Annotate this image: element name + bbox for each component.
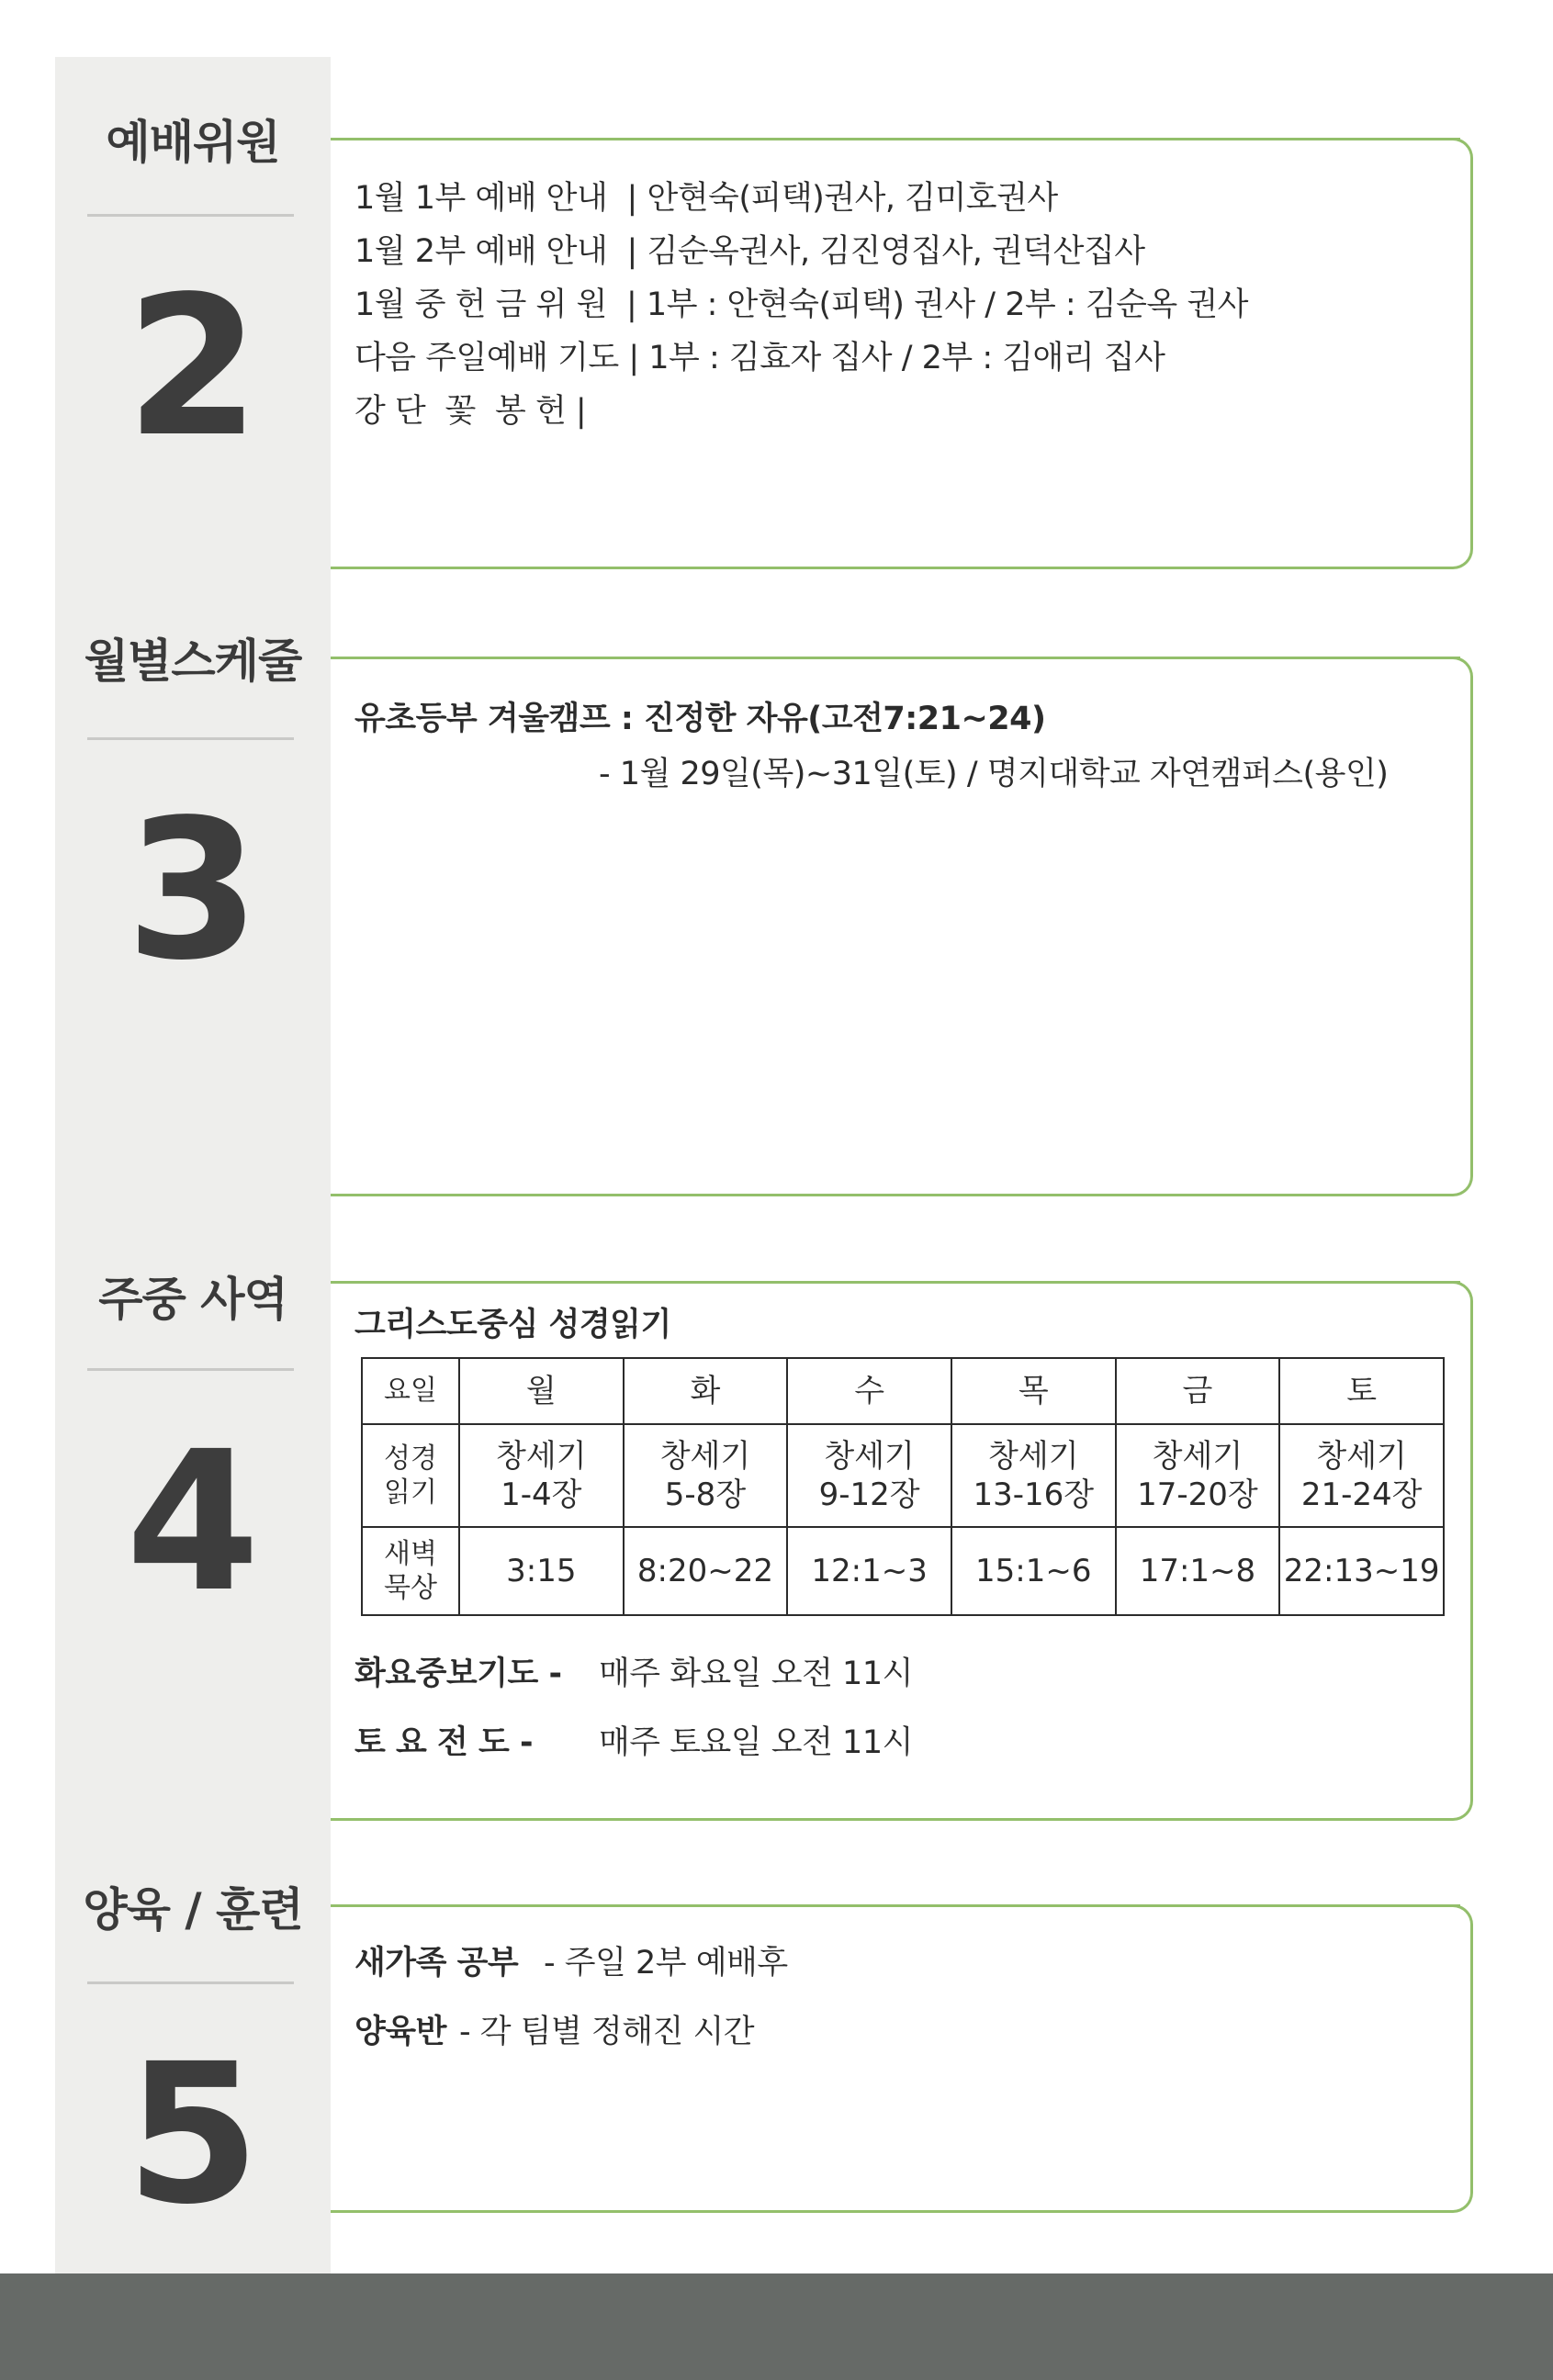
table-header-row (362, 1358, 1444, 1424)
worship-line-4: 다음 주일예배 기도 | 1부 : 김효자 집사 / 2부 : 김애리 집사 (354, 340, 1165, 376)
new-family-text: - 주일 2부 예배후 (544, 1945, 788, 1981)
section-title-nurture-training: 양육 / 훈련 (83, 1883, 303, 1937)
section-number: 5 (125, 2022, 261, 2247)
worship-line-3: 1월 중 헌 금 위 원 | 1부 : 안현숙(피택) 권사 / 2부 : 김순옥 권사 (354, 286, 1248, 323)
section-number: 3 (125, 778, 261, 1003)
table-cell (1279, 1424, 1444, 1527)
cell-book: 창세기 (824, 1437, 915, 1475)
cell-book: 창세기 (988, 1437, 1079, 1475)
camp-detail: - 1월 29일(목)~31일(토) / 명지대학교 자연캠퍼스(용인) (599, 756, 1389, 792)
table-row (362, 1424, 1444, 1527)
label-line: 성경 (384, 1442, 437, 1475)
table-cell: 22:13~19 (1279, 1527, 1444, 1615)
section-divider (87, 737, 294, 740)
cell-chapters: 5-8장 (664, 1476, 747, 1513)
cell-chapters: 1-4장 (501, 1476, 582, 1513)
cell-chapters: 21-24장 (1300, 1476, 1423, 1513)
label-line: 묵상 (384, 1572, 437, 1604)
section-number: 2 (125, 254, 261, 479)
worship-line-2: 1월 2부 예배 안내 | 김순옥권사, 김진영집사, 권덕산집사 (354, 233, 1145, 270)
table-cell (787, 1424, 951, 1527)
table-row (362, 1527, 1444, 1615)
table-header-cell: 목 (951, 1358, 1116, 1424)
cell-book: 창세기 (496, 1437, 587, 1475)
section-title-worship-committee: 예배위원 (106, 116, 280, 169)
prayer-text: 매주 화요일 오전 11시 (599, 1656, 913, 1692)
footer-band (0, 2273, 1553, 2380)
table-header-cell: 요일 (362, 1358, 459, 1424)
prayer-label: 화요중보기도 - (354, 1656, 562, 1692)
section-divider (87, 1368, 294, 1371)
evangelism-label: 토 요 전 도 - (354, 1724, 534, 1761)
section-divider (87, 214, 294, 217)
table-cell (951, 1424, 1116, 1527)
worship-line-1: 1월 1부 예배 안내 | 안현숙(피택)권사, 김미호권사 (354, 180, 1058, 217)
worship-line-5: 강 단 꽃 봉 헌 | (354, 393, 587, 430)
cell-chapters: 13-16장 (973, 1476, 1095, 1513)
bible-reading-heading: 그리스도중심 성경읽기 (354, 1307, 671, 1343)
table-cell: 12:1~3 (787, 1527, 951, 1615)
table-header-cell: 토 (1279, 1358, 1444, 1424)
cell-book: 창세기 (1316, 1437, 1407, 1475)
table-cell (624, 1424, 788, 1527)
table-row-label (362, 1424, 459, 1527)
nurture-class-label: 양육반 (354, 2014, 446, 2050)
table-header-cell: 화 (624, 1358, 788, 1424)
nurture-class-text: - 각 팀별 정해진 시간 (459, 2014, 755, 2050)
table-header-cell: 금 (1116, 1358, 1280, 1424)
section-number: 4 (125, 1409, 261, 1634)
cell-chapters: 9-12장 (818, 1476, 920, 1513)
camp-heading: 유초등부 겨울캠프 : 진정한 자유(고전7:21~24) (354, 701, 1046, 737)
label-line: 읽기 (384, 1476, 437, 1509)
section-title-weekday-ministry: 주중 사역 (98, 1273, 287, 1326)
table-cell: 15:1~6 (951, 1527, 1116, 1615)
label-line: 새벽 (384, 1537, 437, 1570)
cell-chapters: 17-20장 (1137, 1476, 1258, 1513)
section-divider (87, 1981, 294, 1984)
table-header-cell: 수 (787, 1358, 951, 1424)
table-cell (459, 1424, 624, 1527)
table-header-cell: 월 (459, 1358, 624, 1424)
new-family-label: 새가족 공부 (354, 1945, 519, 1981)
table-row-label (362, 1527, 459, 1615)
evangelism-text: 매주 토요일 오전 11시 (599, 1724, 913, 1761)
table-cell: 3:15 (459, 1527, 624, 1615)
section-title-monthly-schedule: 월별스케줄 (84, 634, 302, 688)
bible-reading-table (361, 1357, 1445, 1616)
table-cell: 8:20~22 (624, 1527, 788, 1615)
cell-book: 창세기 (1152, 1437, 1244, 1475)
table-cell: 17:1~8 (1116, 1527, 1280, 1615)
cell-book: 창세기 (659, 1437, 751, 1475)
table-cell (1116, 1424, 1280, 1527)
